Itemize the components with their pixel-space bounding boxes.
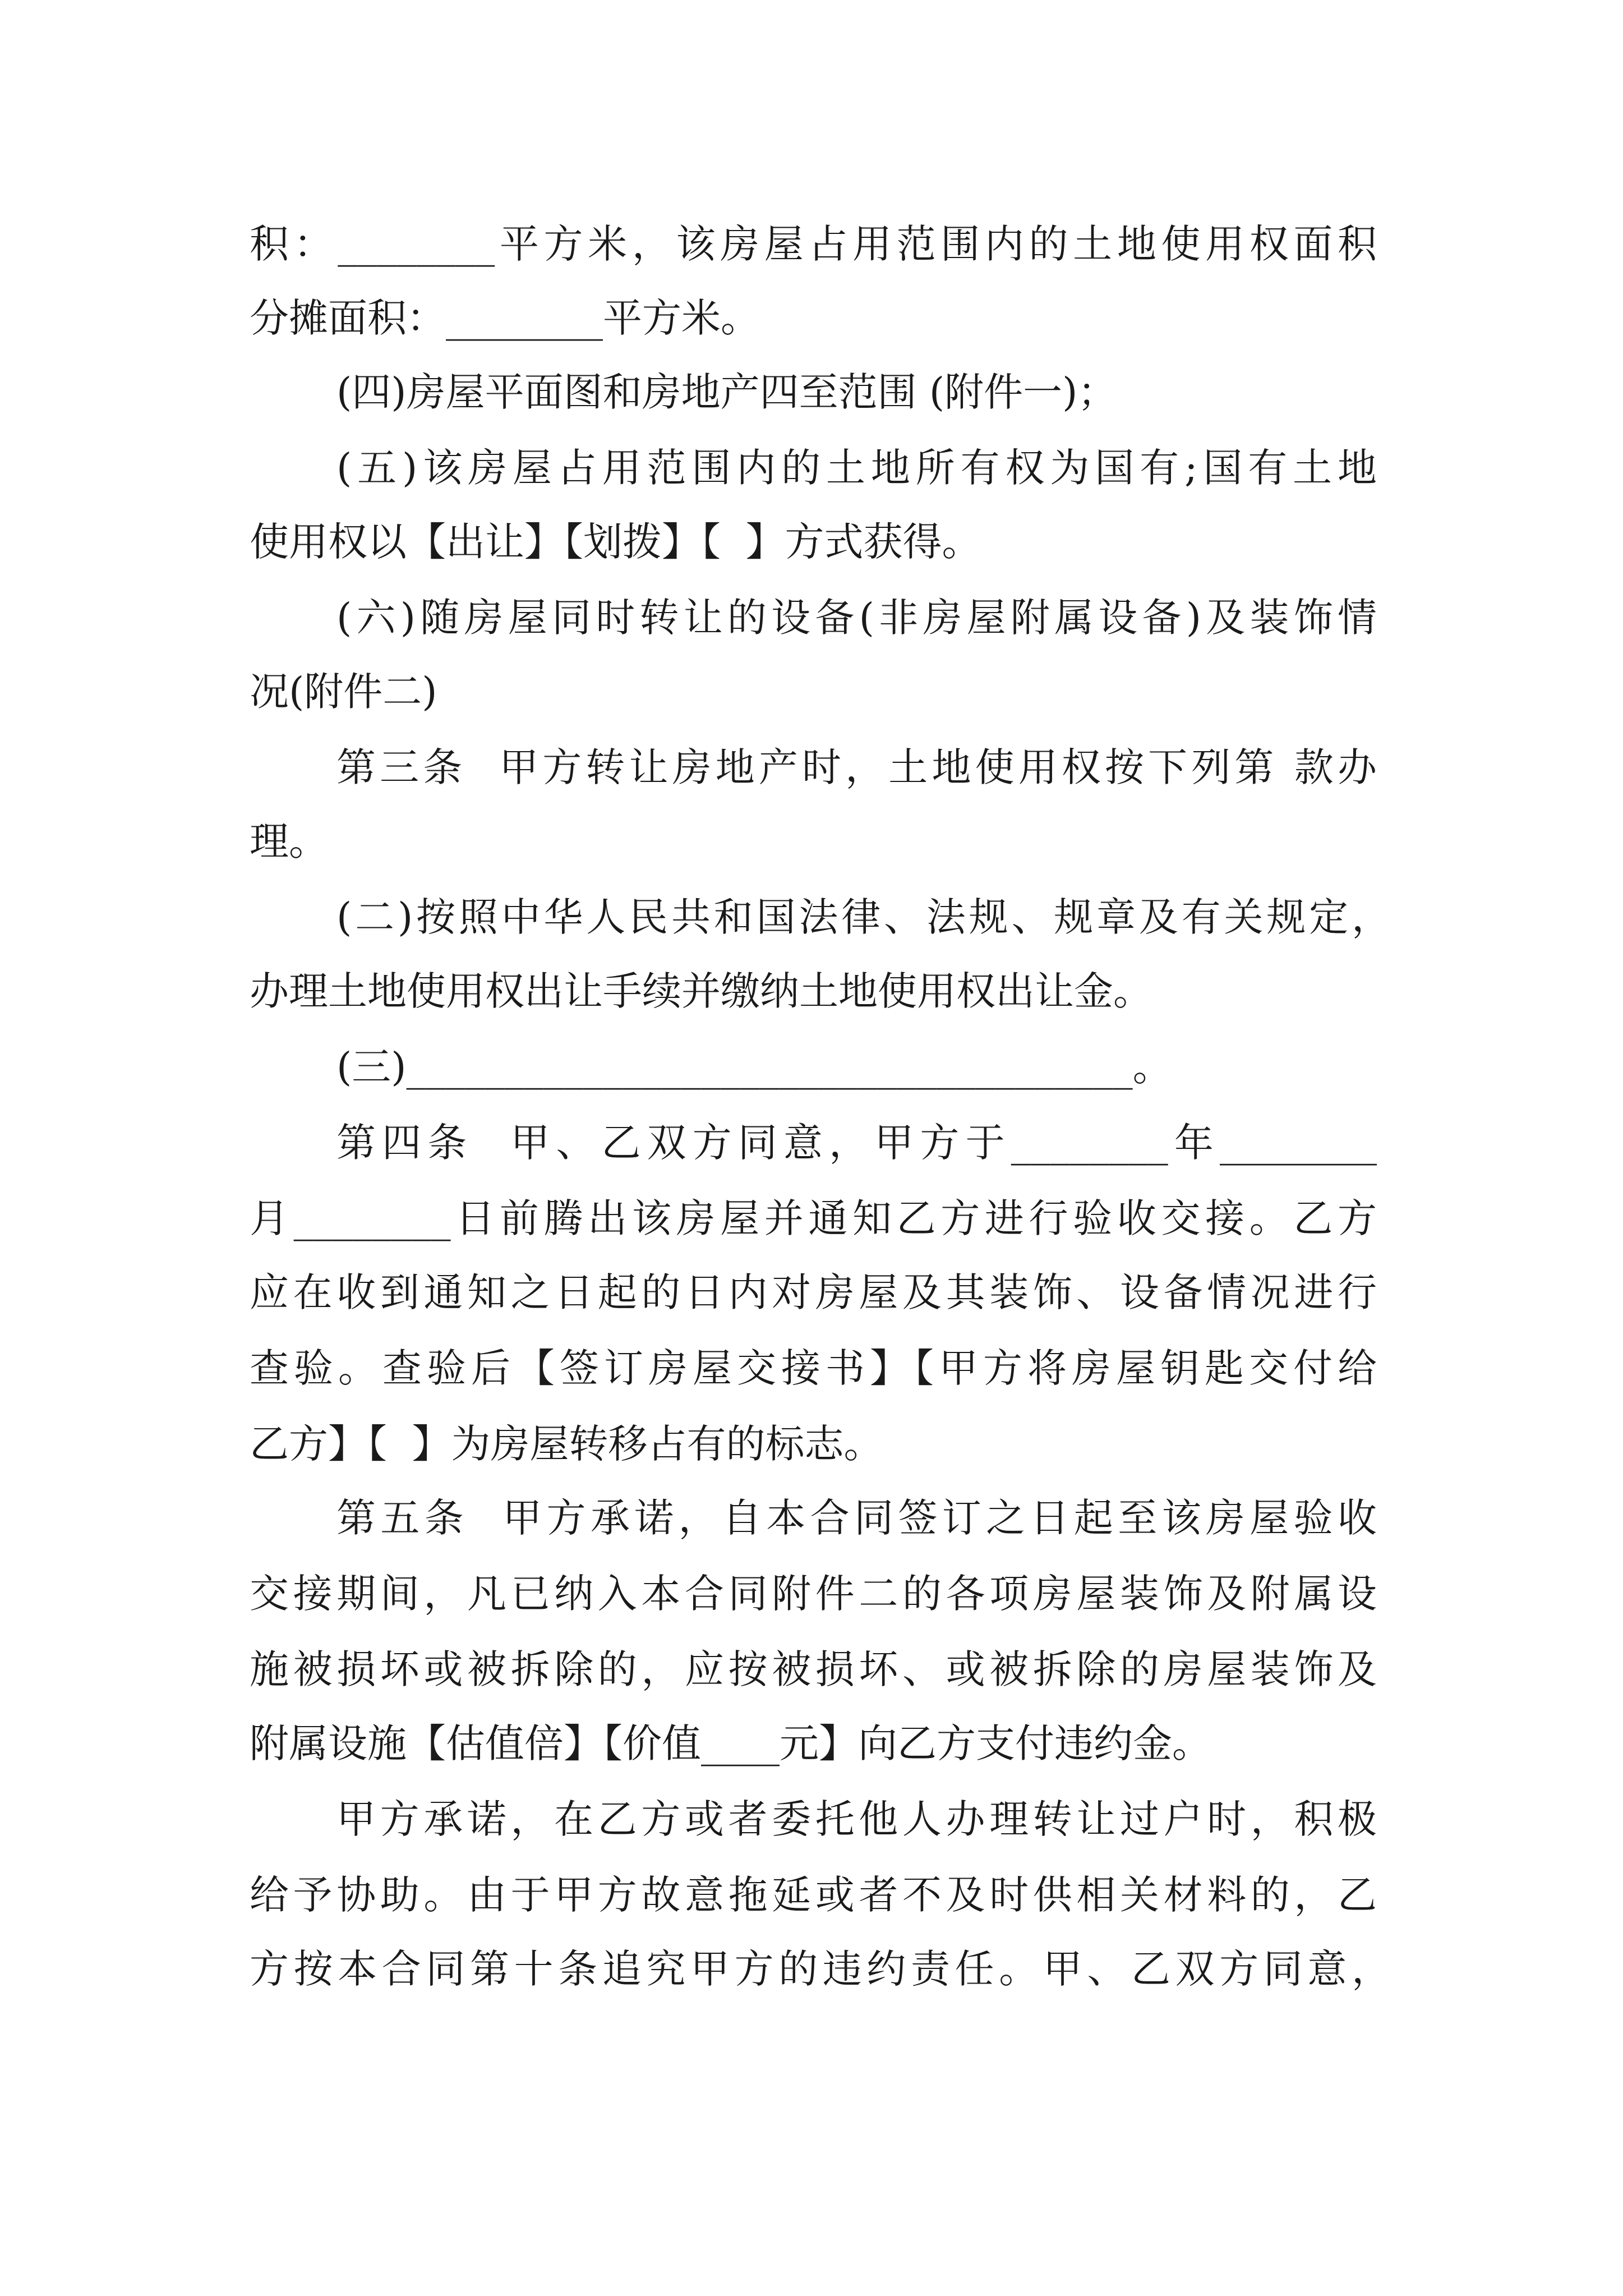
text-line: 甲方承诺，在乙方或者委托他人办理转让过户时，积极 — [336, 1796, 1377, 1842]
text-line: 办理土地使用权出让手续并缴纳土地使用权出让金。 — [250, 968, 1152, 1014]
text-line: 使用权以【出让】【划拨】【 】方式获得。 — [250, 519, 981, 565]
text-line: (六)随房屋同时转让的设备(非房屋附属设备)及装饰情 — [336, 595, 1377, 641]
text-line: 第五条 甲方承诺，自本合同签订之日起至该房屋验收 — [336, 1495, 1377, 1541]
text-line: 施被损坏或被拆除的，应按被损坏、或被拆除的房屋装饰及 — [250, 1646, 1377, 1692]
text-line: 应在收到通知之日起的日内对房屋及其装饰、设备情况进行 — [250, 1269, 1377, 1315]
text-line: 乙方】【 】为房屋转移占有的标志。 — [250, 1421, 883, 1467]
text-line: 给予协助。由于甲方故意拖延或者不及时供相关材料的，乙 — [250, 1872, 1377, 1918]
text-line: (五)该房屋占用范围内的土地所有权为国有;国有土地 — [336, 445, 1377, 491]
text-line: 理。 — [250, 818, 328, 864]
text-line: 附属设施【估值倍】【价值____元】向乙方支付违约金。 — [250, 1720, 1211, 1766]
text-line: (四)房屋平面图和房地产四至范围 (附件一)； — [336, 369, 1117, 415]
text-line: 交接期间，凡已纳入本合同附件二的各项房屋装饰及附属设 — [250, 1571, 1377, 1617]
text-line: 查验。查验后【签订房屋交接书】【甲方将房屋钥匙交付给 — [250, 1345, 1377, 1391]
text-line: (三)_____________________________________。 — [336, 1044, 1172, 1090]
text-line: 积：________平方米，该房屋占用范围内的土地使用权面积 — [250, 221, 1377, 267]
text-line: 方按本合同第十条追究甲方的违约责任。甲、乙双方同意， — [250, 1946, 1391, 1992]
text-line: 况(附件二) — [250, 669, 437, 715]
text-line: 第三条 甲方转让房地产时，土地使用权按下列第 款办 — [336, 744, 1377, 790]
text-line: (二)按照中华人民共和国法律、法规、规章及有关规定， — [336, 894, 1391, 940]
text-line: 月________日前腾出该房屋并通知乙方进行验收交接。乙方 — [250, 1195, 1377, 1241]
text-line: 分摊面积：________平方米。 — [250, 295, 760, 341]
text-line: 第四条 甲、乙双方同意，甲方于________年________ — [336, 1120, 1377, 1166]
